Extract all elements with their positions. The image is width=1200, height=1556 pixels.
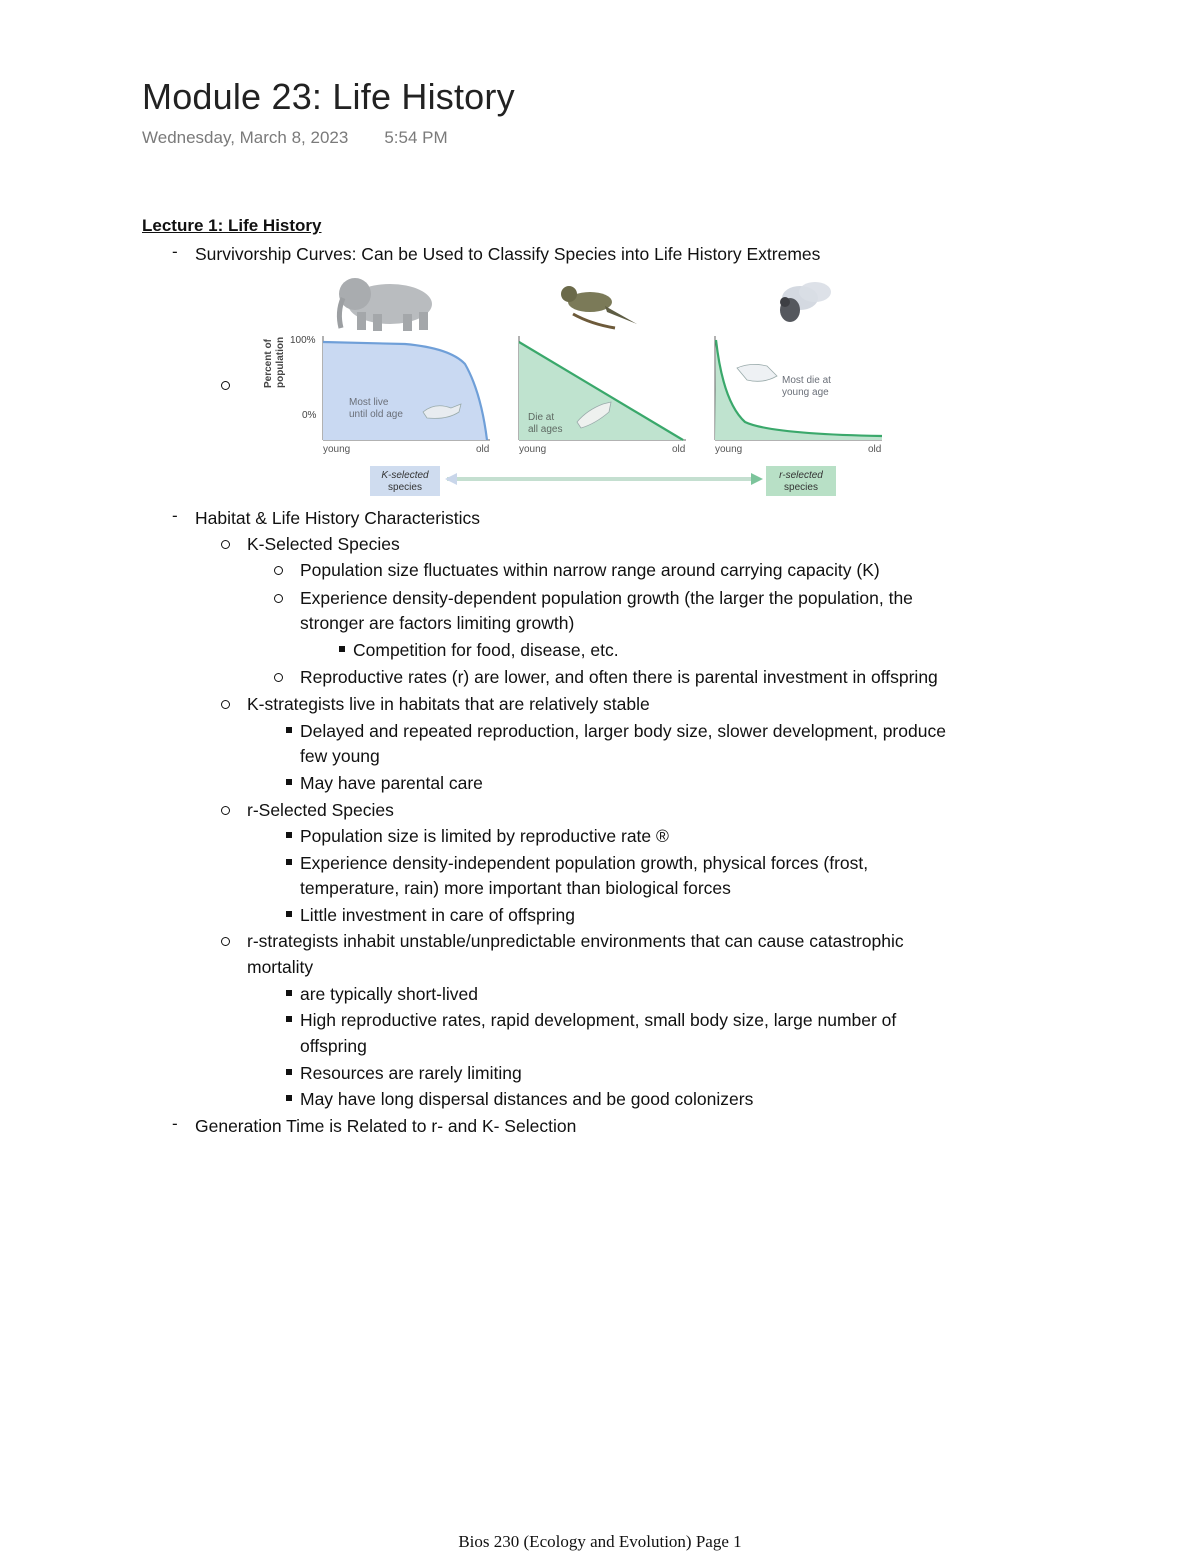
item-k-density-1: Experience density-dependent population growth (the larger the population, the bbox=[300, 588, 913, 608]
dash-marker: - bbox=[172, 242, 178, 261]
square-bullet bbox=[286, 779, 292, 785]
circle-bullet bbox=[274, 566, 283, 575]
item-r-high-2: offspring bbox=[300, 1036, 367, 1056]
circle-bullet bbox=[274, 594, 283, 603]
k-label-1: K-selected bbox=[381, 470, 429, 481]
square-bullet bbox=[286, 990, 292, 996]
square-bullet bbox=[286, 832, 292, 838]
item-k-selected: K-Selected Species bbox=[247, 534, 400, 554]
panel-r bbox=[715, 336, 882, 455]
survivorship-figure bbox=[255, 272, 895, 498]
xlabel-young-3: young bbox=[715, 444, 743, 455]
pointing-hand-icon bbox=[737, 364, 777, 381]
k-label-2: species bbox=[388, 482, 422, 493]
tick-0: 0% bbox=[302, 410, 317, 421]
elephant-icon bbox=[339, 278, 432, 331]
item-k-delayed-1: Delayed and repeated reproduction, larger body size, slower development, produce bbox=[300, 721, 946, 741]
date-text: Wednesday, March 8, 2023 bbox=[142, 128, 349, 147]
circle-bullet bbox=[221, 806, 230, 815]
xlabel-old-2: old bbox=[672, 444, 686, 455]
time-text: 5:54 PM bbox=[384, 128, 448, 147]
item-k-competition: Competition for food, disease, etc. bbox=[353, 640, 619, 660]
item-r-strategists-2: mortality bbox=[247, 957, 314, 977]
item-r-dispersal: May have long dispersal distances and be good colonizers bbox=[300, 1089, 754, 1109]
item-r-strategists-1: r-strategists inhabit unstable/unpredictable environments that can cause catastrophic bbox=[247, 931, 904, 951]
page-title: Module 23: Life History bbox=[142, 76, 515, 117]
xlabel-old-1: old bbox=[476, 444, 490, 455]
item-k-repro: Reproductive rates (r) are lower, and often there is parental investment in offspring bbox=[300, 667, 938, 687]
datetime bbox=[142, 128, 448, 148]
panel-k bbox=[323, 336, 490, 455]
item-r-short: are typically short-lived bbox=[300, 984, 478, 1004]
xlabel-young-2: young bbox=[519, 444, 547, 455]
item-survivorship: Survivorship Curves: Can be Used to Classify Species into Life History Extremes bbox=[195, 244, 821, 264]
note-mid-1: Die at bbox=[528, 412, 555, 423]
item-r-selected: r-Selected Species bbox=[247, 800, 394, 820]
panel-mid bbox=[519, 336, 686, 455]
item-k-parental: May have parental care bbox=[300, 773, 483, 793]
square-bullet bbox=[286, 911, 292, 917]
dash-marker: - bbox=[172, 506, 178, 525]
item-r-pop-size: Population size is limited by reproductive rate ® bbox=[300, 826, 669, 846]
ylabel-2: population bbox=[275, 336, 286, 388]
r-label-1: r-selected bbox=[779, 470, 823, 481]
note-mid-2: all ages bbox=[528, 424, 563, 435]
ylabel-1: Percent of bbox=[263, 339, 274, 388]
circle-bullet bbox=[221, 937, 230, 946]
item-r-density-1: Experience density-independent population growth, physical forces (frost, bbox=[300, 853, 869, 873]
circle-bullet bbox=[221, 700, 230, 709]
item-r-resources: Resources are rarely limiting bbox=[300, 1063, 522, 1083]
note-r-1: Most die at bbox=[782, 375, 831, 386]
fly-icon bbox=[780, 282, 831, 322]
item-generation: Generation Time is Related to r- and K- Selection bbox=[195, 1116, 577, 1136]
page-footer: Bios 230 (Ecology and Evolution) Page 1 bbox=[458, 1532, 742, 1551]
item-k-pop-size: Population size fluctuates within narrow range around carrying capacity (K) bbox=[300, 560, 880, 580]
square-bullet bbox=[286, 727, 292, 733]
circle-bullet bbox=[274, 673, 283, 682]
r-label-2: species bbox=[784, 482, 818, 493]
note-r-2: young age bbox=[782, 387, 829, 398]
xlabel-young-1: young bbox=[323, 444, 351, 455]
item-k-density-2: stronger are factors limiting growth) bbox=[300, 613, 575, 633]
dash-marker: - bbox=[172, 1114, 178, 1133]
circle-bullet bbox=[221, 381, 230, 390]
item-k-delayed-2: few young bbox=[300, 746, 380, 766]
item-r-density-2: temperature, rain) more important than biological forces bbox=[300, 878, 731, 898]
item-habitat: Habitat & Life History Characteristics bbox=[195, 508, 480, 528]
item-k-strategists: K-strategists live in habitats that are relatively stable bbox=[247, 694, 650, 714]
note-k-1: Most live bbox=[349, 397, 389, 408]
selection-spectrum bbox=[370, 466, 836, 496]
square-bullet bbox=[339, 646, 345, 652]
square-bullet bbox=[286, 1016, 292, 1022]
circle-bullet bbox=[221, 540, 230, 549]
xlabel-old-3: old bbox=[868, 444, 882, 455]
note-k-2: until old age bbox=[349, 409, 403, 420]
square-bullet bbox=[286, 1095, 292, 1101]
lecture-title: Lecture 1: Life History bbox=[142, 216, 322, 235]
bird-icon bbox=[561, 286, 637, 328]
item-r-little: Little investment in care of offspring bbox=[300, 905, 575, 925]
item-r-high-1: High reproductive rates, rapid development, small body size, large number of bbox=[300, 1010, 897, 1030]
square-bullet bbox=[286, 859, 292, 865]
tick-100: 100% bbox=[290, 335, 316, 346]
square-bullet bbox=[286, 1069, 292, 1075]
